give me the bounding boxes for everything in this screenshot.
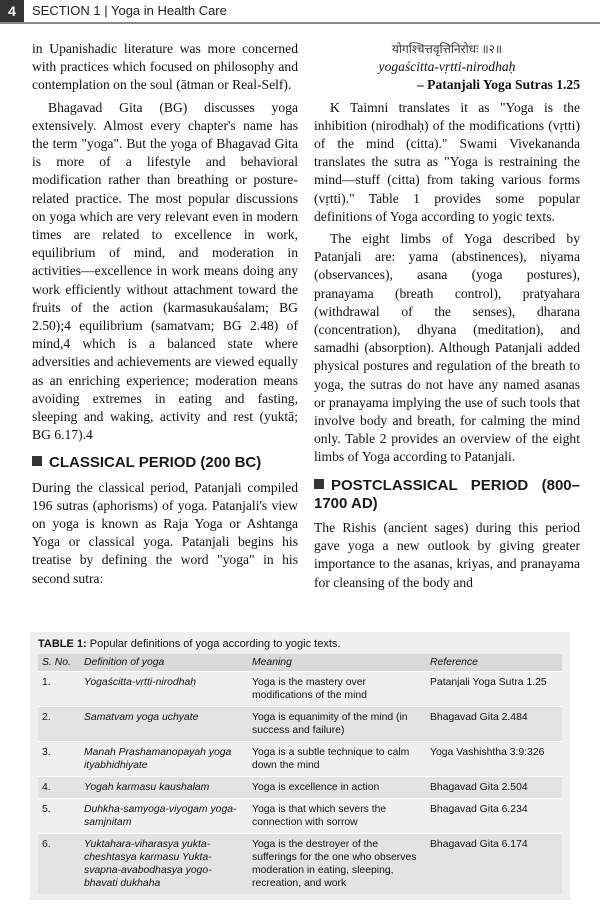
cell-sno: 2. — [38, 707, 80, 742]
cell-definition: Manah Prashamanopayah yoga ityabhidhiyate — [80, 742, 248, 777]
table-header-row — [38, 654, 562, 672]
cell-definition: Duhkha-samyoga-viyogam yoga-samjnitam — [80, 799, 248, 834]
paragraph: The eight limbs of Yoga described by Patanjali are: yama (abstinences), niyama (observances), asana (yoga postures), pranayama (breath control), pratyahara (withdrawal of the senses), dharana (concentration), dhyana (meditation), and samadhi (absorption). Although Patanjali added physical postures and regulation of the breath to yoga, the sutras do not have any named asanas or pranayama implying the use of such tools that involve body and breath, for calming the mind only. Table 2 provides an overview of the eight limbs of Yoga according to Patanjali. — [314, 231, 580, 465]
cell-meaning: Yoga is excellence in action — [248, 777, 426, 799]
table-row — [38, 799, 562, 834]
cell-meaning: Yoga is that which severs the connection with sorrow — [248, 799, 426, 834]
cell-meaning: Yoga is the destroyer of the sufferings for the one who observes moderation in eating, sleeping, recreation, and work — [248, 834, 426, 895]
column-header: Meaning — [248, 654, 426, 672]
section-heading — [314, 477, 580, 513]
table-caption-text: Popular definitions of yoga according to yogic texts. — [89, 638, 341, 650]
cell-sno: 4. — [38, 777, 80, 799]
cell-meaning: Yoga is equanimity of the mind (in success and failure) — [248, 707, 426, 742]
paragraph: K Taimni translates it as "Yoga is the inhibition (nirodhaḥ) of the modifications (vṛtti) of the mind (citta)." Swami Vivekananda translates the sutra as "Yoga is restraining the mind—stuff (citta) from taking various forms (vṛtti)." Table 1 provides some popular definitions of Yoga according to yogic texts. — [314, 99, 580, 224]
column-header: Definition of yoga — [80, 654, 248, 672]
table-caption-label: TABLE 1: — [38, 638, 87, 650]
section-title: SECTION 1 | Yoga in Health Care — [32, 3, 227, 18]
column-header: S. No. — [38, 654, 80, 672]
paragraph: During the classical period, Patanjali compiled 196 sutras (aphorisms) of yoga. Patanjali's view on yoga is known as Raja Yoga or Ashtanga Yoga or classical yoga. Patanjali begins his treatise by defining the word "yoga" in his second sutra: — [32, 479, 298, 586]
cell-reference: Bhagavad Gita 2.484 — [426, 707, 562, 742]
page-header — [0, 0, 600, 24]
cell-reference: Bhagavad Gita 2.504 — [426, 777, 562, 799]
section-heading — [32, 454, 298, 472]
cell-reference: Patanjali Yoga Sutra 1.25 — [426, 672, 562, 707]
table-row — [38, 834, 562, 895]
quote-source: – Patanjali Yoga Sutras 1.25 — [416, 77, 580, 93]
cell-sno: 1. — [38, 672, 80, 707]
column-header: Reference — [426, 654, 562, 672]
cell-reference: Bhagavad Gita 6.174 — [426, 834, 562, 895]
cell-sno: 3. — [38, 742, 80, 777]
quote-devanagari: योगश्चित्तवृत्तिनिरोधः ॥२॥ — [391, 42, 503, 56]
paragraph: The Rishis (ancient sages) during this period gave yoga a new outlook by giving greater importance to the asanas, kriyas, and pranayama for cleansing of the body and — [314, 520, 580, 590]
page-number: 4 — [0, 0, 24, 22]
cell-sno: 5. — [38, 799, 80, 834]
table-row — [38, 742, 562, 777]
left-column — [32, 40, 298, 588]
cell-definition: Yogaścitta-vṛtti-nirodhaḥ — [80, 672, 248, 707]
paragraph: in Upanishadic literature was more concerned with practices which focused on philosophy and contemplation on the soul (ātman or Real-Self). — [32, 41, 298, 93]
cell-meaning: Yoga is the mastery over modifications of the mind — [248, 672, 426, 707]
table-caption — [38, 638, 562, 650]
cell-reference: Yoga Vashishtha 3:9:326 — [426, 742, 562, 777]
cell-definition: Samatvam yoga uchyate — [80, 707, 248, 742]
quote-transliteration: yogaścitta-vṛtti-nirodhaḥ — [378, 59, 516, 75]
heading-square-icon — [314, 479, 324, 489]
right-column — [314, 40, 580, 592]
cell-reference: Bhagavad Gita 6.234 — [426, 799, 562, 834]
section-heading-text: POSTCLASSICAL PERIOD (800–1700 AD) — [314, 476, 580, 512]
cell-definition: Yuktahara-viharasya yukta-cheshtasya karmasu Yukta-svapna-avabodhasya yogo-bhavati dukhaha — [80, 834, 248, 895]
cell-definition: Yogah karmasu kaushalam — [80, 777, 248, 799]
definitions-table — [30, 632, 570, 900]
cell-meaning: Yoga is a subtle technique to calm down the mind — [248, 742, 426, 777]
table-row — [38, 777, 562, 799]
table-row — [38, 672, 562, 707]
section-heading-text: CLASSICAL PERIOD (200 BC) — [49, 454, 262, 472]
table-row — [38, 707, 562, 742]
heading-square-icon — [32, 456, 42, 466]
cell-sno: 6. — [38, 834, 80, 895]
paragraph: Bhagavad Gita (BG) discusses yoga extensively. Almost every chapter's name has the term "yoga". But the yoga of Bhagavad Gita is more of a lifestyle and behavioral modification rather than breathing or posture-related practice. The most popular discussions on yoga which are very relevant even in modern times are related to excellence in work, equilibrium of mind, and moderation in activities—excellence in work means doing any work efficiently without attachment toward the fruits of the action (karmasukauśalam; BG 2.50);4 equilibrium (samatvam; BG 2.48) of mind,4 which is a balanced state where adversities and achievements are viewed equally as an enriching experience; moderation means avoiding extremes in eating and fasting, sleeping and waking, activity and rest (yuktā; BG 6.17).4 — [32, 99, 298, 443]
